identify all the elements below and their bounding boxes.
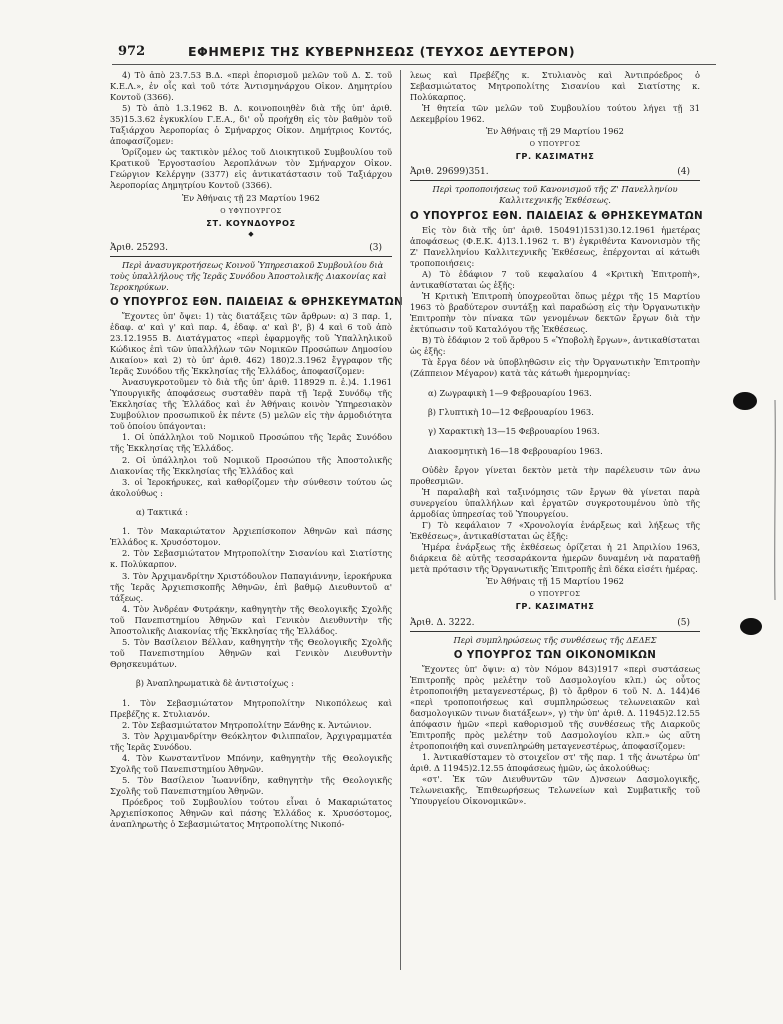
binder-hole-mark [733,392,757,410]
list-item: γ) Χαρακτικὴ 13—15 Φεβρουαρίου 1963. [428,426,600,437]
list-item: 2. Οἱ ὑπάλληλοι τοῦ Νομικοῦ Προσώπου τῆς Ἀποστολικῆς Διακονίας τῆς Ἐκκλησίας τῆς Ἑλλάδος καὶ [110,454,392,476]
paragraph: 1. Ἀντικαθίσταμεν τὸ στοιχεῖον στ' τῆς παρ. 1 τῆς ἀνωτέρω ὑπ' ἀριθ. Δ 11945)2.12.55 ἀποφάσεως ἡμῶν, ὡς ἀκολούθως: [410,752,700,774]
list-heading: β) Ἀναπληρωματικὰ δὲ ἀντιστοίχως : [136,678,294,689]
list-item: 5. Τὸν Βασίλειον Ἰωαννίδην, καθηγητὴν τῆς Θεολογικῆς Σχολῆς τοῦ Πανεπιστημίου Ἀθηνῶν. [110,774,392,796]
paragraph: Πρόεδρος τοῦ Συμβουλίου τούτου εἶναι ὁ Μακαριώτατος Ἀρχιεπίσκοπος Ἀθηνῶν καὶ πάσης Ἑλλάδος κ. Χρυσόστομος, ἀναπληρωτὴς ὁ Σεβασμιώτατος Μητροπολίτης Νικοπό- [110,797,392,830]
document-number-line [410,618,700,632]
ornament-diamond: ◆ [248,229,254,238]
list-item: 3. οἱ Ἱεροκήρυκες, καὶ καθορίζομεν τὴν σύνθεσιν τούτου ὡς ἀκολούθως : [110,476,392,498]
signatory-name: ΓΡ. ΚΑΣΙΜΑΤΗΣ [515,601,595,612]
date-line: Ἐν Ἀθήναις τῇ 23 Μαρτίου 1962 [182,192,320,203]
binder-hole-mark [740,618,762,635]
list-item: Διακοσμητικὴ 16—18 Φεβρουαρίου 1963. [428,445,603,456]
signatory-role: Ο ΥΦΥΠΟΥΡΓΟΣ [220,206,282,215]
column-divider [400,70,401,970]
document-sequence: (4) [677,167,690,178]
date-line: Ἐν Ἀθήναις τῇ 29 Μαρτίου 1962 [486,126,624,137]
list-item: 1. Τὸν Μακαριώτατον Ἀρχιεπίσκοπον Ἀθηνῶν καὶ πάσης Ἑλλάδος κ. Χρυσόστομον. [110,526,392,548]
date-line: Ἐν Ἀθήναις τῇ 15 Μαρτίου 1962 [486,576,624,587]
paragraph: Ἔχοντες ὑπ' ὄψει: 1) τὰς διατάξεις τῶν ἄρθρων: α) 3 παρ. 1, ἐδαφ. α' καὶ γ' καὶ παρ. 4, ἐδαφ. α' καὶ β', β) 4 καὶ 6 τοῦ ἀπὸ 23.12.1955 Β. Διατάγματος «περὶ ἐφαρμογῆς τοῦ Ὑπαλληλικοῦ Κώδικος ἐπὶ τῶν ὑπαλλήλων τῶν Νομικῶν Προσώπων Δημοσίου Δικαίου» καὶ 2) τὸ ὑπ' ἀριθ. 462) 180)2.3.1962 ἔγγραφον τῆς Ἱερᾶς Συνόδου τῆς Ἐκκλησίας τῆς Ἑλλάδος, ἀποφασίζομεν: [110,310,392,377]
running-title: ΕΦΗΜΕΡΙΣ ΤΗΣ ΚΥΒΕΡΝΗΣΕΩΣ (ΤΕΥΧΟΣ ΔΕΥΤΕΡΟΝ) [188,44,576,59]
document-reference: Ἀριθ. 25293. [110,242,168,253]
paragraph: Οὐδὲν ἔργον γίνεται δεκτὸν μετὰ τὴν παρέλευσιν τῶν ἀνω προθεσμιῶν. [410,464,700,486]
signatory-name: ΓΡ. ΚΑΣΙΜΑΤΗΣ [515,151,595,162]
list-item: 2. Τὸν Σεβασμιώτατον Μητροπολίτην Ξάνθης κ. Ἀντώνιον. [122,719,372,730]
paragraph: Α) Τὸ ἐδάφιον 7 τοῦ κεφαλαίου 4 «Κριτικὴ Ἐπιτροπὴ», ἀντικαθίσταται ὡς ἑξῆς: [410,268,700,290]
list-item: 4. Τὸν Κωνσταντῖνον Μπόνην, καθηγητὴν τῆς Θεολογικῆς Σχολῆς τοῦ Πανεπιστημίου Ἀθηνῶν. [110,752,392,774]
ministry-heading: Ο ΥΠΟΥΡΓΟΣ ΕΘΝ. ΠΑΙΔΕΙΑΣ & ΘΡΗΣΚΕΥΜΑΤΩΝ [110,295,404,308]
document-subject: Περὶ ἀνασυγκροτήσεως Κοινοῦ Ὑπηρεσιακοῦ Συμβουλίου διὰ τοὺς ὑπαλλήλους τῆς Ἱερᾶς Συνόδου Ἀποστολικῆς Διακονίας καὶ Ἱεροκηρύκων. [110,259,387,292]
paragraph: Ἡμέρα ἐνάρξεως τῆς ἐκθέσεως ὁρίζεται ἡ 21 Ἀπριλίου 1963, διάρκεια δὲ αὐτῆς τεσσαράκοντα ἡμερῶν δυναμένη νὰ παραταθῇ μετὰ πρότασιν τῆς Ὀργανωτικῆς Ἐπιτροπῆς ἐπὶ δέκα εἰσέτι ἡμέρας. [410,542,700,575]
paragraph: λεως καὶ Πρεβέζης κ. Στυλιανὸς καὶ Ἀντιπρόεδρος ὁ Σεβασμιώτατος Μητροπολίτης Σισανίου καὶ Σιατίστης κ. Πολύκαρπος. [410,70,700,103]
paragraph: Ἡ παραλαβὴ καὶ ταξινόμησις τῶν ἔργων θὰ γίνεται παρὰ συνεργείου ὑπαλλήλων καὶ ἐργατῶν συγκροτουμένου ὑπὸ τῆς ἁρμοδίας ὑπηρεσίας τοῦ Ὑπουργείου. [410,486,700,520]
document-reference: Ἀριθ. Δ. 3222. [410,617,475,628]
list-item: 2. Τὸν Σεβασμιώτατον Μητροπολίτην Σισανίου καὶ Σιατίστης κ. Πολύκαρπον. [110,548,392,570]
paragraph: 5) Τὸ ἀπὸ 1.3.1962 Β. Δ. κοινοποιηθὲν διὰ τῆς ὑπ' ἀριθ. 35)15.3.62 ἐγκυκλίου Γ.Ε.Α., δι' οὗ προήχθη εἰς τὸν βαθμὸν τοῦ Ταξιάρχου Ἀεροπορίας ὁ Σμήναρχος Οἰκον. Δημήτριος Κοντός, ἀποφασίζομεν: [110,103,392,147]
page-number: 972 [118,44,146,59]
signatory-role: Ο ΥΠΟΥΡΓΟΣ [529,590,581,599]
list-heading: α) Τακτικά : [136,506,188,517]
paragraph: Ἀνασυγκροτοῦμεν τὸ διὰ τῆς ὑπ' ἀριθ. 118929 π. ἐ.)4. 1.1961 Ὑπουργικῆς ἀποφάσεως συσταθὲν παρὰ τῇ Ἱερᾷ Συνόδῳ τῆς Ἐκκλησίας τῆς Ἑλλάδος καὶ ἐν Ἀθήναις κοινὸν Ὑπηρεσιακὸν Συμβούλιον προσωπικοῦ ἐκ πέντε (5) μελῶν εἰς τὴν ἁρμοδιότητα τοῦ ὁποίου ὑπάγονται: [110,377,392,432]
document-number-line [110,243,392,257]
list-item: 1. Τὸν Σεβασμιώτατον Μητροπολίτην Νικοπόλεως καὶ Πρεβέζης κ. Στυλιανόν. [110,697,392,719]
paragraph: 4) Τὸ ἀπὸ 23.7.53 Β.Δ. «περὶ ἐπορισμοῦ μελῶν τοῦ Δ. Σ. τοῦ Κ.Ε.Λ.», ἐν οἷς καὶ τοῦ τότε Ἀντισμηνάρχου Οἰκον. Δημητρίου Κοντοῦ (3366). [110,70,392,103]
right-column [410,70,704,807]
paragraph: Τὰ ἔργα δέον νὰ ὑποβληθῶσιν εἰς τὴν Ὀργανωτικὴν Ἐπιτροπὴν (Ζάππειον Μέγαρον) κατὰ τὰς κάτωθι ἡμερομηνίας: [410,357,700,379]
paragraph: Β) Τὸ ἐδάφιον 2 τοῦ ἄρθρου 5 «Ὑποβολὴ ἔργων», ἀντικαθίσταται ὡς ἑξῆς: [410,335,700,357]
list-item: 3. Τὸν Ἀρχιμανδρίτην Χριστόδουλον Παπαγιάννην, ἱεροκήρυκα τῆς Ἱερᾶς Ἀρχιεπισκοπῆς Ἀθηνῶν, ἐπὶ βαθμῷ Διευθυντοῦ α' τάξεως. [110,570,392,603]
page-header [118,44,718,64]
list-item: 3. Τὸν Ἀρχιμανδρίτην Θεόκλητον Φιλιππαῖον, Ἀρχιγραμματέα τῆς Ἱερᾶς Συνόδου. [110,730,392,752]
document-reference: Ἀριθ. 29699)351. [410,167,489,178]
list-item: α) Ζωγραφικὴ 1—9 Φεβρουαρίου 1963. [428,387,592,398]
left-column [110,70,404,830]
list-item: 1. Οἱ ὑπάλληλοι τοῦ Νομικοῦ Προσώπου τῆς Ἱερᾶς Συνόδου τῆς Ἐκκλησίας τῆς Ἑλλάδος. [110,432,392,454]
margin-pencil-line [774,400,776,600]
document-sequence: (3) [369,242,382,253]
paragraph: Ἡ Κριτικὴ Ἐπιτροπὴ ὑποχρεοῦται ὅπως μέχρι τῆς 15 Μαρτίου 1963 τὸ βραδύτερον συντάξῃ καὶ παραδώσῃ εἰς τὴν Ὀργανωτικὴν Ἐπιτροπὴν τὸν πίνακα τῶν γενομένων δεκτῶν ἔργων διὰ τὴν ἐκτύπωσιν τοῦ Καταλόγου τῆς Ἐκθέσεως. [410,290,700,334]
paragraph: Ἡ θητεία τῶν μελῶν τοῦ Συμβουλίου τούτου λήγει τῇ 31 Δεκεμβρίου 1962. [410,103,700,125]
list-item: 4. Τὸν Ἀνδρέαν Φυτράκην, καθηγητὴν τῆς Θεολογικῆς Σχολῆς τοῦ Πανεπιστημίου Ἀθηνῶν καὶ Γενικὸν Διευθυντὴν τῆς Ἀποστολικῆς Διακονίας τῆς Ἐκκλησίας τῆς Ἑλλάδος. [110,603,392,636]
document-sequence: (5) [677,617,690,628]
signatory-name: ΣΤ. ΚΟΥΝΔΟΥΡΟΣ [206,217,296,228]
document-subject: Περὶ τροποποιήσεως τοῦ Κανονισμοῦ τῆς Ζ' Πανελληνίου Καλλιτεχνικῆς Ἐκθέσεως. [432,184,678,206]
ministry-heading: Ο ΥΠΟΥΡΓΟΣ ΤΩΝ ΟΙΚΟΝΟΜΙΚΩΝ [453,648,657,661]
document-number-line [410,167,700,181]
list-item: 5. Τὸν Βασίλειον Βέλλαν, καθηγητὴν τῆς Θεολογικῆς Σχολῆς τοῦ Πανεπιστημίου Ἀθηνῶν καὶ Γενικὸν Διευθυντὴν Θρησκευμάτων. [110,636,392,669]
signatory-role: Ο ΥΠΟΥΡΓΟΣ [529,140,581,149]
paragraph: Γ) Τὸ κεφάλαιον 7 «Χρονολογία ἐνάρξεως καὶ λήξεως τῆς Ἐκθέσεως», ἀντικαθίσταται ὡς ἑξῆς: [410,520,700,542]
paragraph: Ἔχοντες ὑπ' ὄψιν: α) τὸν Νόμον 843)1917 «περὶ συστάσεως Ἐπιτροπῆς πρὸς μελέτην τοῦ Δασμολογίου κλπ.) ὡς οὗτος ἐτροποποιήθη μεταγενεστέρως, β) τὸ ἄρθρον 6 τοῦ Ν. Δ. 144)46 «περὶ τροποποιήσεως καὶ συμπληρώσεως τελωνειακῶν καὶ δασμολογικῶν τινων διατάξεων», γ) τὴν ὑπ' ἀριθ. Δ. 11945)2.12.55 ἀπόφασιν ἡμῶν «περὶ καθορισμοῦ τῆς συνθέσεως τῆς Διαρκοῦς Ἐπιτροπῆς πρὸς μελέτην τοῦ Δασμολογίου κλπ.» ὡς αὕτη ἐτροποποιήθη καὶ συνεπληρώθη μεταγενεστέρως, ἀποφασίζομεν: [410,663,700,751]
ministry-heading: Ο ΥΠΟΥΡΓΟΣ ΕΘΝ. ΠΑΙΔΕΙΑΣ & ΘΡΗΣΚΕΥΜΑΤΩΝ [410,209,704,222]
paragraph: «στ'. Ἐκ τῶν Διευθυντῶν τῶν Δ)νσεων Δασμολογικῆς, Τελωνειακῆς, Ἐπιθεωρήσεως Τελωνείων καὶ Συμβατικῆς τοῦ Ὑπουργείου Οἰκονομικῶν». [410,774,700,807]
paragraph: Ὁρίζομεν ὡς τακτικὸν μέλος τοῦ Διοικητικοῦ Συμβουλίου τοῦ Κρατικοῦ Ἐργοστασίου Ἀεροπλάνων τὸν Σμήναρχον Οἰκον. Γεώργιον Κελέργην (3377) εἰς ἀντικατάστασιν τοῦ Ταξιάρχου Ἀεροπορίας Δημητρίου Κοντοῦ (3366). [110,147,392,191]
paragraph: Εἰς τὸν διὰ τῆς ὑπ' ἀριθ. 150491)1531)30.12.1961 ἡμετέρας ἀποφάσεως (Φ.Ε.Κ. 4)13.1.1962 τ. Β') ἐγκριθέντα Κανονισμὸν τῆς Ζ' Πανελληνίου Καλλιτεχνικῆς Ἐκθέσεως, ἐπέρχονται αἱ κάτωθι τροποποιήσεις: [410,224,700,268]
header-rule [112,64,716,65]
list-item: β) Γλυπτικὴ 10—12 Φεβρουαρίου 1963. [428,406,594,417]
document-subject: Περὶ συμπληρώσεως τῆς συνθέσεως τῆς ΔΕΔΕΣ [453,634,657,645]
